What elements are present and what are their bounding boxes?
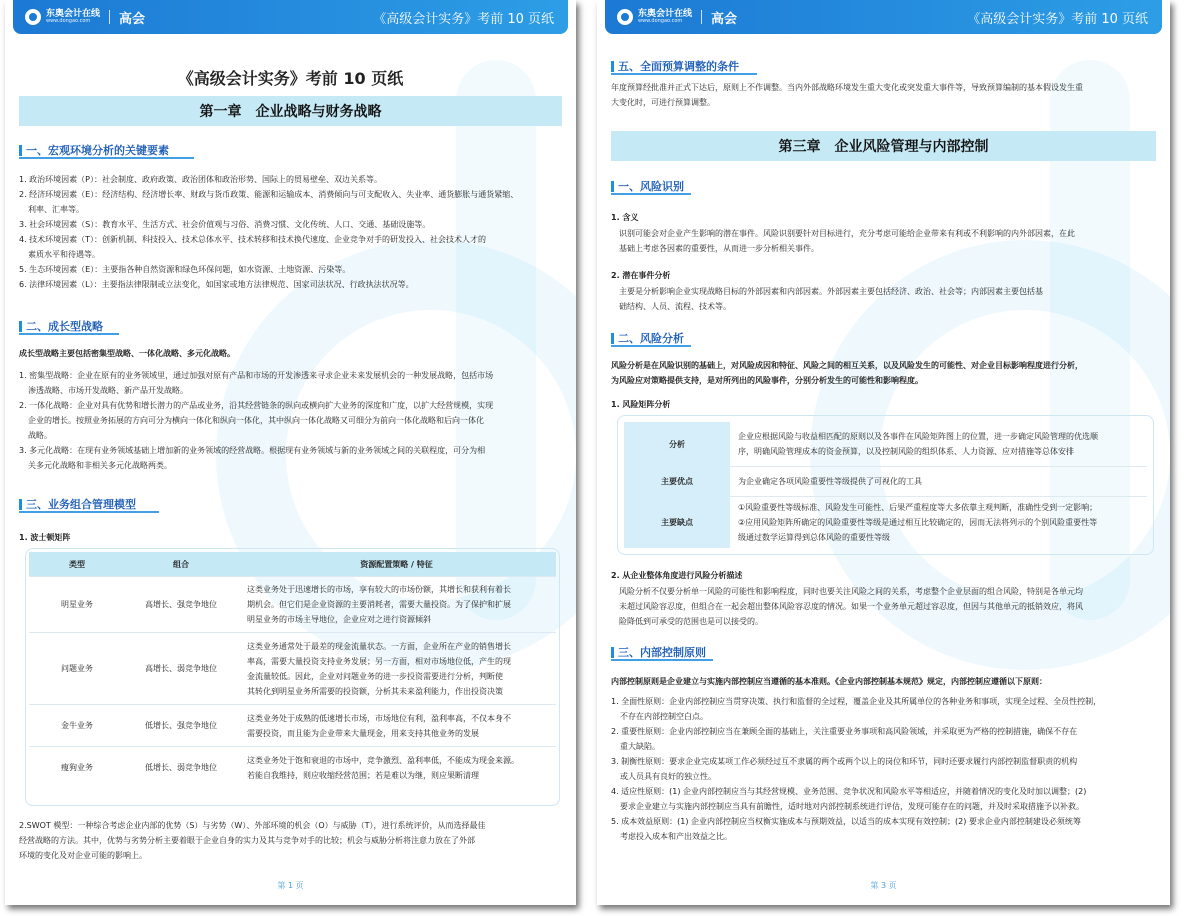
section-underline xyxy=(611,193,691,195)
table-row: 金牛业务 低增长、强竞争地位 这类业务处于成熟的低速增长市场，市场地位有利，盈利率高，不仅本身不 需要投资，而且能为企业带来大量现金，用来支持其他业务的发展 xyxy=(29,704,556,746)
section-bar-icon xyxy=(19,499,22,510)
section-bar-icon xyxy=(19,321,22,332)
section-underline xyxy=(19,333,119,335)
bcg-matrix-table xyxy=(29,552,556,788)
brand-name: 东奥会计在线 xyxy=(46,9,101,19)
risk-matrix-box xyxy=(617,415,1154,555)
bcg-header-strategy: 资源配置策略 / 特征 xyxy=(237,552,556,576)
logo-icon xyxy=(25,9,41,25)
header-subject: 高会 xyxy=(711,11,738,27)
section-bar-icon xyxy=(19,145,22,156)
page-1 xyxy=(5,0,576,905)
risk-id-meaning: 识别可能会对企业产生影响的潜在事件。风险识别要针对目标进行，充分考虑可能给企业带来有利或不利影响的内外部因素，在此 基础上考虑各因素的重要性，从而进一步分析相关事件。 xyxy=(619,229,1075,253)
chapter-heading: 第一章 企业战略与财务战略 xyxy=(19,96,562,126)
section-bar-icon xyxy=(611,647,614,658)
potential-event-analysis: 主要是分析影响企业实现战略目标的外部因素和内部因素。外部因素主要包括经济、政治、社会等；内部因素主要包括基 础结构、人员、流程、技术等。 xyxy=(619,287,1043,311)
table-row: 瘦狗业务 低增长、弱竞争地位 这类业务处于饱和衰退的市场中，竞争激烈、盈利率低，不能成为现金来源。 若能自我维持，则应收缩经营范围；若是难以为继，则应果断清理 xyxy=(29,746,556,788)
ic-principles-intro: 内部控制原则是企业建立与实施内部控制应当遵循的基本准则。《企业内部控制基本规范》规定，内部控制应遵循以下原则： xyxy=(611,677,1047,686)
swot-paragraph: 2.SWOT 模型：一种综合考虑企业内部的优势（S）与劣势（W）、外部环境的机会（O）与威胁（T），进行系统评价，从而选择最佳 经营战略的方法。其中，优势与劣势分析主要着眼于企业自身的实力及其与竞争对手的比较；机会与威胁分析将注意力放在了外部 环境的变化及对企业可能的影响上。 xyxy=(19,821,486,860)
budget-adjust-text: 年度预算经批准并正式下达后，原则上不作调整。当内外部战略环境发生重大变化或突发重大事件等，导致预算编制的基本假设发生重 大变化时，可进行预算调整。 xyxy=(611,83,1083,107)
risk-analysis-intro: 风险分析是在风险识别的基础上，对风险成因和特征、风险之间的相互关系，以及风险发生的可能性、对企业目标影响程度进行分析， 为风险应对策略提供支持，是对所列出的风险事件，分别分析发生的可能性和影响程度。 xyxy=(611,361,1083,385)
brand-logo xyxy=(25,9,100,25)
section-heading-growth: 二、成长型战略 xyxy=(19,318,103,334)
table-row: 主要缺点 ①风险重要性等级标准、风险发生可能性、后果严重程度等大多依靠主观判断，准确性受到一定影响； ②应用风险矩阵所确定的风险重要性等级是通过相互比较确定的，因而无法将列示的个别风险重要性等 级通过数学运算得到总体风险的重要性等级 xyxy=(624,496,1147,548)
growth-strategy-list: 1. 密集型战略：企业在原有的业务领域里，通过加强对原有产品和市场的开发渗透来寻求企业未来发展机会的一种发展战略，包括市场 渗透战略、市场开发战略、新产品开发战略。 2. 一体化战略：企业对具有优势和增长潜力的产品或业务，沿其经营链条的纵向或横向扩大业务的深度和广度，以扩大经营规模，实现 企业的增长。按照业务拓展的方向可分为横向一体化和纵向一体化，其中纵向一体化战略又可细分为前向一体化战略和后向一体化 战略。 3. 多元化战略：在现有业务领域基础上增加新的业务领域的经营战略。根据现有业务领域与新的业务领域之间的关联程度，可分为相 关多元化战略和非相关多元化战略两类。 xyxy=(19,371,494,470)
macro-factor-list: 1. 政治环境因素（P）：社会制度、政府政策、政治团体和政治形势、国际上的贸易壁垒、双边关系等。 2. 经济环境因素（E）：经济结构、经济增长率、财政与货币政策、能源和运输成本、消费倾向与可支配收入、失业率、通货膨胀与通货紧缩、 利率、汇率等。 3. 社会环境因素（S）：教育水平、生活方式、社会价值观与习俗、消费习惯、文化传统、人口、交通、基础设施等。 4. 技术环境因素（T）：创新机制、科技投入、技术总体水平、技术转移和技术换代速度、企业竞争对手的研发投入、社会技术人才的 素质水平和待遇等。 5. 生态环境因素（E）：主要指各种自然资源和绿色环保问题，如水资源、土地资源、污染等。 6. 法律环境因素（L）：主要指法律限制或立法变化，如国家或地方法律规范、国家司法状况、行政执法状况等。 xyxy=(19,175,519,289)
table-row: 明星业务 高增长、强竞争地位 这类业务处于迅速增长的市场，享有较大的市场份额，其增长和获利有着长 期机会。但它们是企业资源的主要消耗者，需要大量投资。为了保护和扩展 明星业务的市场主导地位，企业应对之进行资源倾斜 xyxy=(29,576,556,632)
table-row: 问题业务 高增长、弱竞争地位 这类业务通常处于最差的现金流量状态。一方面，企业所在产业的销售增长 率高，需要大量投资支持业务发展；另一方面，相对市场地位低，产生的现 金流量较低。因此，企业对问题业务的进一步投资需要进行分析，判断使 其转化到明星业务所需要的投资额，分析其未来盈利能力，作出投资决策 xyxy=(29,632,556,704)
page-3 xyxy=(597,0,1170,905)
brand-name: 东奥会计在线 xyxy=(638,9,693,19)
section-underline xyxy=(611,73,757,75)
page-header xyxy=(605,0,1162,34)
page-number: 第 3 页 xyxy=(870,881,897,890)
section-heading-budget-adjust: 五、全面预算调整的条件 xyxy=(611,58,739,74)
subheading: 2. 从企业整体角度进行风险分析描述 xyxy=(611,571,743,580)
bcg-title: 1. 波士顿矩阵 xyxy=(19,533,71,542)
section-heading-ic-principles: 三、内部控制原则 xyxy=(611,644,706,660)
section-underline xyxy=(611,345,691,347)
section-bar-icon xyxy=(611,181,614,192)
section-underline xyxy=(611,659,713,661)
watermark-bar xyxy=(456,60,536,620)
section-heading-risk-id: 一、风险识别 xyxy=(611,178,684,194)
subheading: 1. 风险矩阵分析 xyxy=(611,400,671,409)
bcg-header-type: 类型 xyxy=(29,552,125,576)
chapter-heading: 第三章 企业风险管理与内部控制 xyxy=(611,131,1156,161)
brand-url: www.dongao.com xyxy=(46,18,91,24)
section-bar-icon xyxy=(611,61,614,72)
section-heading-portfolio: 三、业务组合管理模型 xyxy=(19,496,136,512)
section-underline xyxy=(19,511,159,513)
table-row: 分析 企业应根据风险与收益相匹配的原则以及各事件在风险矩阵图上的位置，进一步确定风险管理的优选顺 序，明确风险管理成本的资金预算，以及控制风险的组织体系、人力资源、应对措施等总体安排 xyxy=(624,422,1147,466)
header-subject: 高会 xyxy=(119,11,146,27)
risk-matrix-table xyxy=(624,422,1147,548)
table-row: 主要优点 为企业确定各项风险重要性等级提供了可视化的工具 xyxy=(624,466,1147,496)
section-heading-risk-analysis: 二、风险分析 xyxy=(611,330,684,346)
page-header xyxy=(13,0,568,34)
growth-intro: 成长型战略主要包括密集型战略、一体化战略、多元化战略。 xyxy=(19,349,235,358)
header-divider xyxy=(701,10,702,24)
document-title: 《高级会计实务》考前 10 页纸 xyxy=(177,69,404,88)
section-underline xyxy=(19,157,194,159)
header-divider xyxy=(109,10,110,24)
brand-logo xyxy=(617,9,692,25)
logo-icon xyxy=(617,9,633,25)
page-number: 第 1 页 xyxy=(277,881,304,890)
bcg-header-combo: 组合 xyxy=(125,552,237,576)
section-bar-icon xyxy=(611,333,614,344)
brand-url: www.dongao.com xyxy=(638,18,683,24)
header-doc-title: 《高级会计实务》考前 10 页纸 xyxy=(967,11,1148,27)
subheading: 1. 含义 xyxy=(611,213,639,222)
ic-principles-list: 1. 全面性原则：企业内部控制应当贯穿决策、执行和监督的全过程，覆盖企业及其所属单位的各种业务和事项，实现全过程、全员性控制， 不存在内部控制空白点。 2. 重要性原则：企业内部控制应当在兼顾全面的基础上，关注重要业务事项和高风险领域，并采取更为严格的控制措施，确保不存在 重大缺陷。 3. 制衡性原则：要求企业完成某项工作必须经过互不隶属的两个或两个以上的岗位和环节，同时还要求履行内部控制监督职责的机构 或人员具有良好的独立性。 4. 适应性原则：(1) 企业内部控制应当与其经营规模、业务范围、竞争状况和风险水平等相适应，并随着情况的变化及时加以调整；(2) 要求企业建立与实施内部控制应当具有前瞻性，适时地对内部控制系统进行评估，发现可能存在的问题，并及时采取措施予以补救。 5. 成本效益原则：(1) 企业内部控制应当权衡实施成本与预期效益，以适当的成本实现有效控制；(2) 要求企业内部控制建设必须统筹 考虑投入成本和产出效益之比。 xyxy=(611,697,1102,841)
enterprise-risk-analysis: 风险分析不仅要分析单一风险的可能性和影响程度，同时也要关注风险之间的关系，考虑整个企业层面的组合风险，特别是各单元均 未超过风险容忍度，但组合在一起会超出整体风险容忍度的情况。如果一个业务单元超过容忍度，但因与其他单元的抵销效应，将风 险降低到可承受的范围也是可以接受的。 xyxy=(619,587,1083,626)
header-doc-title: 《高级会计实务》考前 10 页纸 xyxy=(373,11,554,27)
section-heading-macro: 一、宏观环境分析的关键要素 xyxy=(19,142,169,158)
subheading: 2. 潜在事件分析 xyxy=(611,271,671,280)
